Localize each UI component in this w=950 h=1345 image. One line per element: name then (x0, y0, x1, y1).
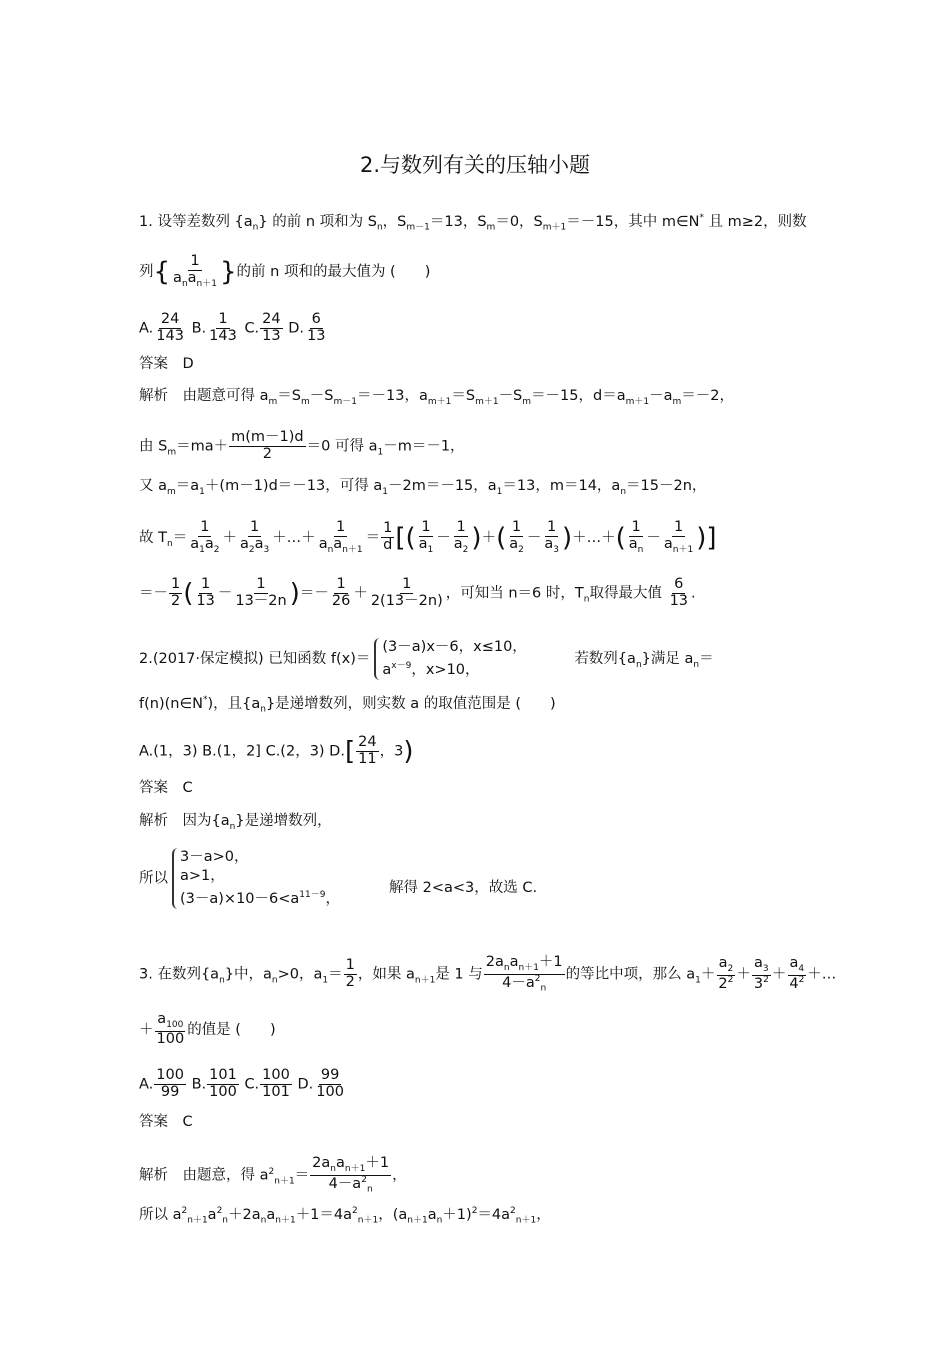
text: 列 (139, 263, 154, 280)
problem-1-stem-line-2: 列{ 1 $a_na_{n+1}$ }的前 n 项和的最大值为 ( ) (139, 253, 431, 289)
fraction: 1 $a_na_{n+1}$ (173, 253, 217, 289)
problem-1-answer: 答案 D (139, 356, 194, 372)
problem-3-stem-line-1: 3. 在数列$\{a_n\}$中，$a_n>0$，$a_1=$ $\frac{1}{2}$ ，如果 $a_{n+1}$是 1 与 $2a_na_{n+1}+1$ $4-a^2_n$ 的等比中项，那么 $a_1+$ $\frac{a_2}{2^2}$ ＋ $\frac{a_3}{3^2}$ ＋ $\frac{a_4}{4^2}$ ＋… (139, 954, 837, 994)
problem-3-solution-1: 解析 由题意，得 $a^2_{n+1}=$ $2a_na_{n+1}+1$ $4-a^2_n$ ， (139, 1155, 407, 1195)
text: ，S (382, 213, 407, 230)
page-title: 2.与数列有关的压轴小题 (359, 153, 591, 177)
problem-1-solution-5: ＝－ $\frac{1}{2}$ ( $\frac{1}{13}$ － $\frac{1}{13-2n}$ )＝－ $\frac{1}{26}$ ＋ $\frac{1}{2(13-2n)}$ ，可知当 n＝6 时，$T_n$取得最大值 $\frac{6}{13}$ . (139, 576, 696, 609)
problem-1-stem-line-1: 1. 设等差数列 $\{a_n\}$ 的前 n 项和为 $S_n$，$S_{m-1}=13$，$S_m=0$，$S_{m+1}=-15$，其中 m∈N* 且 m≥2，则数 (139, 213, 807, 233)
text: ＝－15，其中 m∈N (566, 213, 700, 230)
problem-2-solution-system: 所以 3－a>0， a>1， $(3-a)\times 10-6<a^{11-9}$， 解得 2<a<3，故选 C. (139, 849, 538, 907)
text: } 的前 n 项和为 S (258, 213, 377, 230)
problem-1-solution-1: 解析 由题意可得 $a_m=S_m-S_{m-1}=-13$，$a_{m+1}=S_{m+1}-S_m=-15$，$d=a_{m+1}-a_m=-2$， (139, 388, 735, 407)
problem-1-solution-3: 又 $a_m=a_1+(m-1)d=-13$，可得 $a_1-2m=-15$，$a_1=13$，m＝14，$a_n=15-2n$， (139, 478, 707, 497)
problem-2-options: A.(1，3) B.(1，2] C.(2，3) D.[ $\frac{24}{11}$ ，3) (139, 734, 414, 767)
problem-2-stem-line-1: 2.(2017·保定模拟) 已知函数 f(x)＝ (3－a)x－6，x≤10， $a^{x-9}$，x>10， 若数列$\{a_n\}$满足 $a_n=$ (139, 639, 714, 678)
problem-3-answer: 答案 C (139, 1114, 193, 1130)
problem-3-solution-2: 所以 $a^2_{n+1}a^2_n+2a_na_{n+1}+1=4a^2_{n+1}$，$(a_{n+1}a_n+1)^2=4a^2_{n+1}$， (139, 1206, 551, 1226)
problem-3-stem-line-2: ＋ $\frac{a_{100}}{100}$ 的值是 ( ) (139, 1011, 276, 1047)
problem-1-solution-2: 由 $S_m=ma+$ $\frac{m(m-1)d}{2}$ ＝0 可得 $a_1-m=-1$， (139, 429, 465, 462)
text: 且 m≥2，则数 (703, 213, 807, 230)
text: ＝0，S (495, 213, 543, 230)
text: ＝13，S (429, 213, 487, 230)
problem-2-solution-1: 解析 因为$\{a_n\}$是递增数列， (139, 813, 332, 832)
text: 的前 n 项和的最大值为 ( ) (236, 263, 431, 280)
problem-2-stem-line-2: f(n)(n∈N*)，且$\{a_n\}$是递增数列，则实数 a 的取值范围是 ( ) (139, 695, 556, 715)
problem-2-answer: 答案 C (139, 780, 193, 796)
problem-1-options: A. $\frac{24}{143}$ B. $\frac{1}{143}$ C. $\frac{24}{13}$ D. $\frac{6}{13}$ (139, 311, 326, 344)
piecewise-brace: (3－a)x－6，x≤10， $a^{x-9}$，x>10， (374, 638, 526, 680)
text: 1. 设等差数列 {a (139, 213, 253, 230)
problem-1-solution-4: 故 $T_n=$ $\frac{1}{a_1a_2}$ ＋ $\frac{1}{a_2a_3}$ ＋…＋ 1 $a_na_{n+1}$ ＝ $\frac{1}{d}$ [( $\frac{1}{a_1}$ － $\frac{1}{a_2}$ )＋( $\frac{1}{a_2}$ － $\frac{1}{a_3}$ )＋…＋( $\frac{1}{a_n}$ － $\frac{1}{a_{n+1}}$ )] (139, 519, 717, 555)
problem-3-options: A. $\frac{100}{99}$ B. $\frac{101}{100}$ C. $\frac{100}{101}$ D. $\frac{99}{100}$ (139, 1067, 344, 1100)
